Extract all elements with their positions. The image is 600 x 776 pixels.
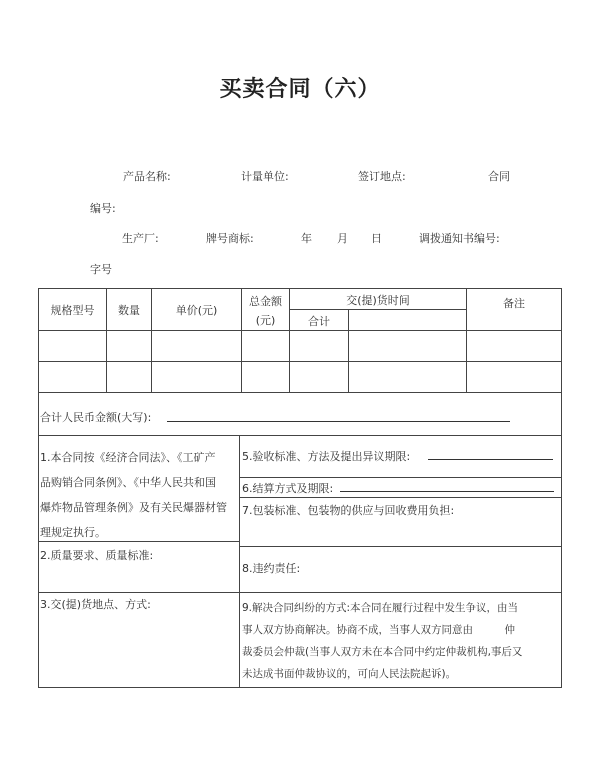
brand-label: 牌号商标: bbox=[206, 232, 254, 245]
header-total-line1: 总金额 bbox=[249, 295, 282, 308]
clause-2-text: 2.质量要求、质量标准: bbox=[40, 549, 154, 562]
table-row-1-spec[interactable] bbox=[38, 330, 107, 362]
table-row-2-subtotal[interactable] bbox=[289, 361, 349, 393]
clause-1-line-1: 1.本合同按《经济合同法》、《工矿产 bbox=[40, 451, 216, 464]
clause-6-input-line[interactable] bbox=[340, 491, 554, 492]
clause-5-input-line[interactable] bbox=[428, 459, 553, 460]
number-label: 编号: bbox=[90, 202, 116, 215]
day-label: 日 bbox=[371, 232, 382, 245]
table-row-1-price[interactable] bbox=[151, 330, 242, 362]
clause-9-line-2: 事人双方协商解决。协商不成，当事人双方同意由 仲 bbox=[242, 624, 515, 636]
clause-7-text: 7.包装标准、包装物的供应与回收费用负担: bbox=[242, 504, 455, 517]
header-delivery-time: 交(提)货时间 bbox=[346, 294, 410, 307]
clause-1-text bbox=[40, 445, 227, 545]
header-remark: 备注 bbox=[503, 297, 525, 310]
clause-1-line-4: 理规定执行。 bbox=[40, 526, 106, 539]
clause-9-line-1: 9.解决合同纠纷的方式:本合同在履行过程中发生争议，由当 bbox=[242, 602, 519, 614]
month-label: 月 bbox=[337, 232, 348, 245]
clause-3-text: 3.交(提)货地点、方式: bbox=[40, 598, 151, 611]
manufacturer-label: 生产厂: bbox=[122, 232, 159, 245]
table-row-1-delivery[interactable] bbox=[348, 330, 467, 362]
header-subtotal: 合计 bbox=[308, 315, 330, 328]
clause-8-text: 8.违约责任: bbox=[242, 562, 301, 575]
clause-5-text: 5.验收标准、方法及提出异议期限: bbox=[242, 450, 411, 463]
clause-6-text: 6.结算方式及期限: bbox=[242, 482, 334, 495]
header-price: 单价(元) bbox=[175, 304, 218, 317]
header-total-line2: (元) bbox=[255, 314, 276, 327]
header-qty: 数量 bbox=[118, 304, 140, 317]
contract-label: 合同 bbox=[488, 170, 510, 183]
table-row-2-delivery[interactable] bbox=[348, 361, 467, 393]
table-row-2-total[interactable] bbox=[241, 361, 290, 393]
header-blank-cell bbox=[348, 309, 467, 331]
total-rmb-input-line[interactable] bbox=[167, 421, 510, 422]
table-row-2-spec[interactable] bbox=[38, 361, 107, 393]
header-spec: 规格型号 bbox=[50, 304, 95, 317]
clause-1-line-2: 品购销合同条例》、《中华人民共和国 bbox=[40, 476, 216, 489]
table-row-2-qty[interactable] bbox=[106, 361, 152, 393]
clause-1-line-3: 爆炸物品管理条例》及有关民爆器材管 bbox=[40, 501, 227, 514]
table-row-1-remark[interactable] bbox=[466, 330, 562, 362]
table-row-1-qty[interactable] bbox=[106, 330, 152, 362]
allocation-notice-label: 调拨通知书编号: bbox=[419, 232, 500, 245]
place-label: 签订地点: bbox=[358, 170, 406, 183]
table-row-1-total[interactable] bbox=[241, 330, 290, 362]
table-row-2-price[interactable] bbox=[151, 361, 242, 393]
clause-9-line-3: 裁委员会仲裁(当事人双方未在本合同中约定仲裁机构,事后又 bbox=[242, 646, 523, 658]
clause-9-line-4: 未达成书面仲裁协议的，可向人民法院起诉)。 bbox=[242, 668, 457, 680]
table-row-1-subtotal[interactable] bbox=[289, 330, 349, 362]
total-rmb-label: 合计人民币金额(大写): bbox=[40, 411, 152, 424]
clause-9-text bbox=[242, 597, 522, 685]
word-number-label: 字号 bbox=[90, 263, 112, 276]
table-row-2-remark[interactable] bbox=[466, 361, 562, 393]
product-name-label: 产品名称: bbox=[123, 170, 171, 183]
year-label: 年 bbox=[301, 232, 312, 245]
document-title: 买卖合同（六） bbox=[219, 77, 381, 102]
unit-label: 计量单位: bbox=[241, 170, 289, 183]
